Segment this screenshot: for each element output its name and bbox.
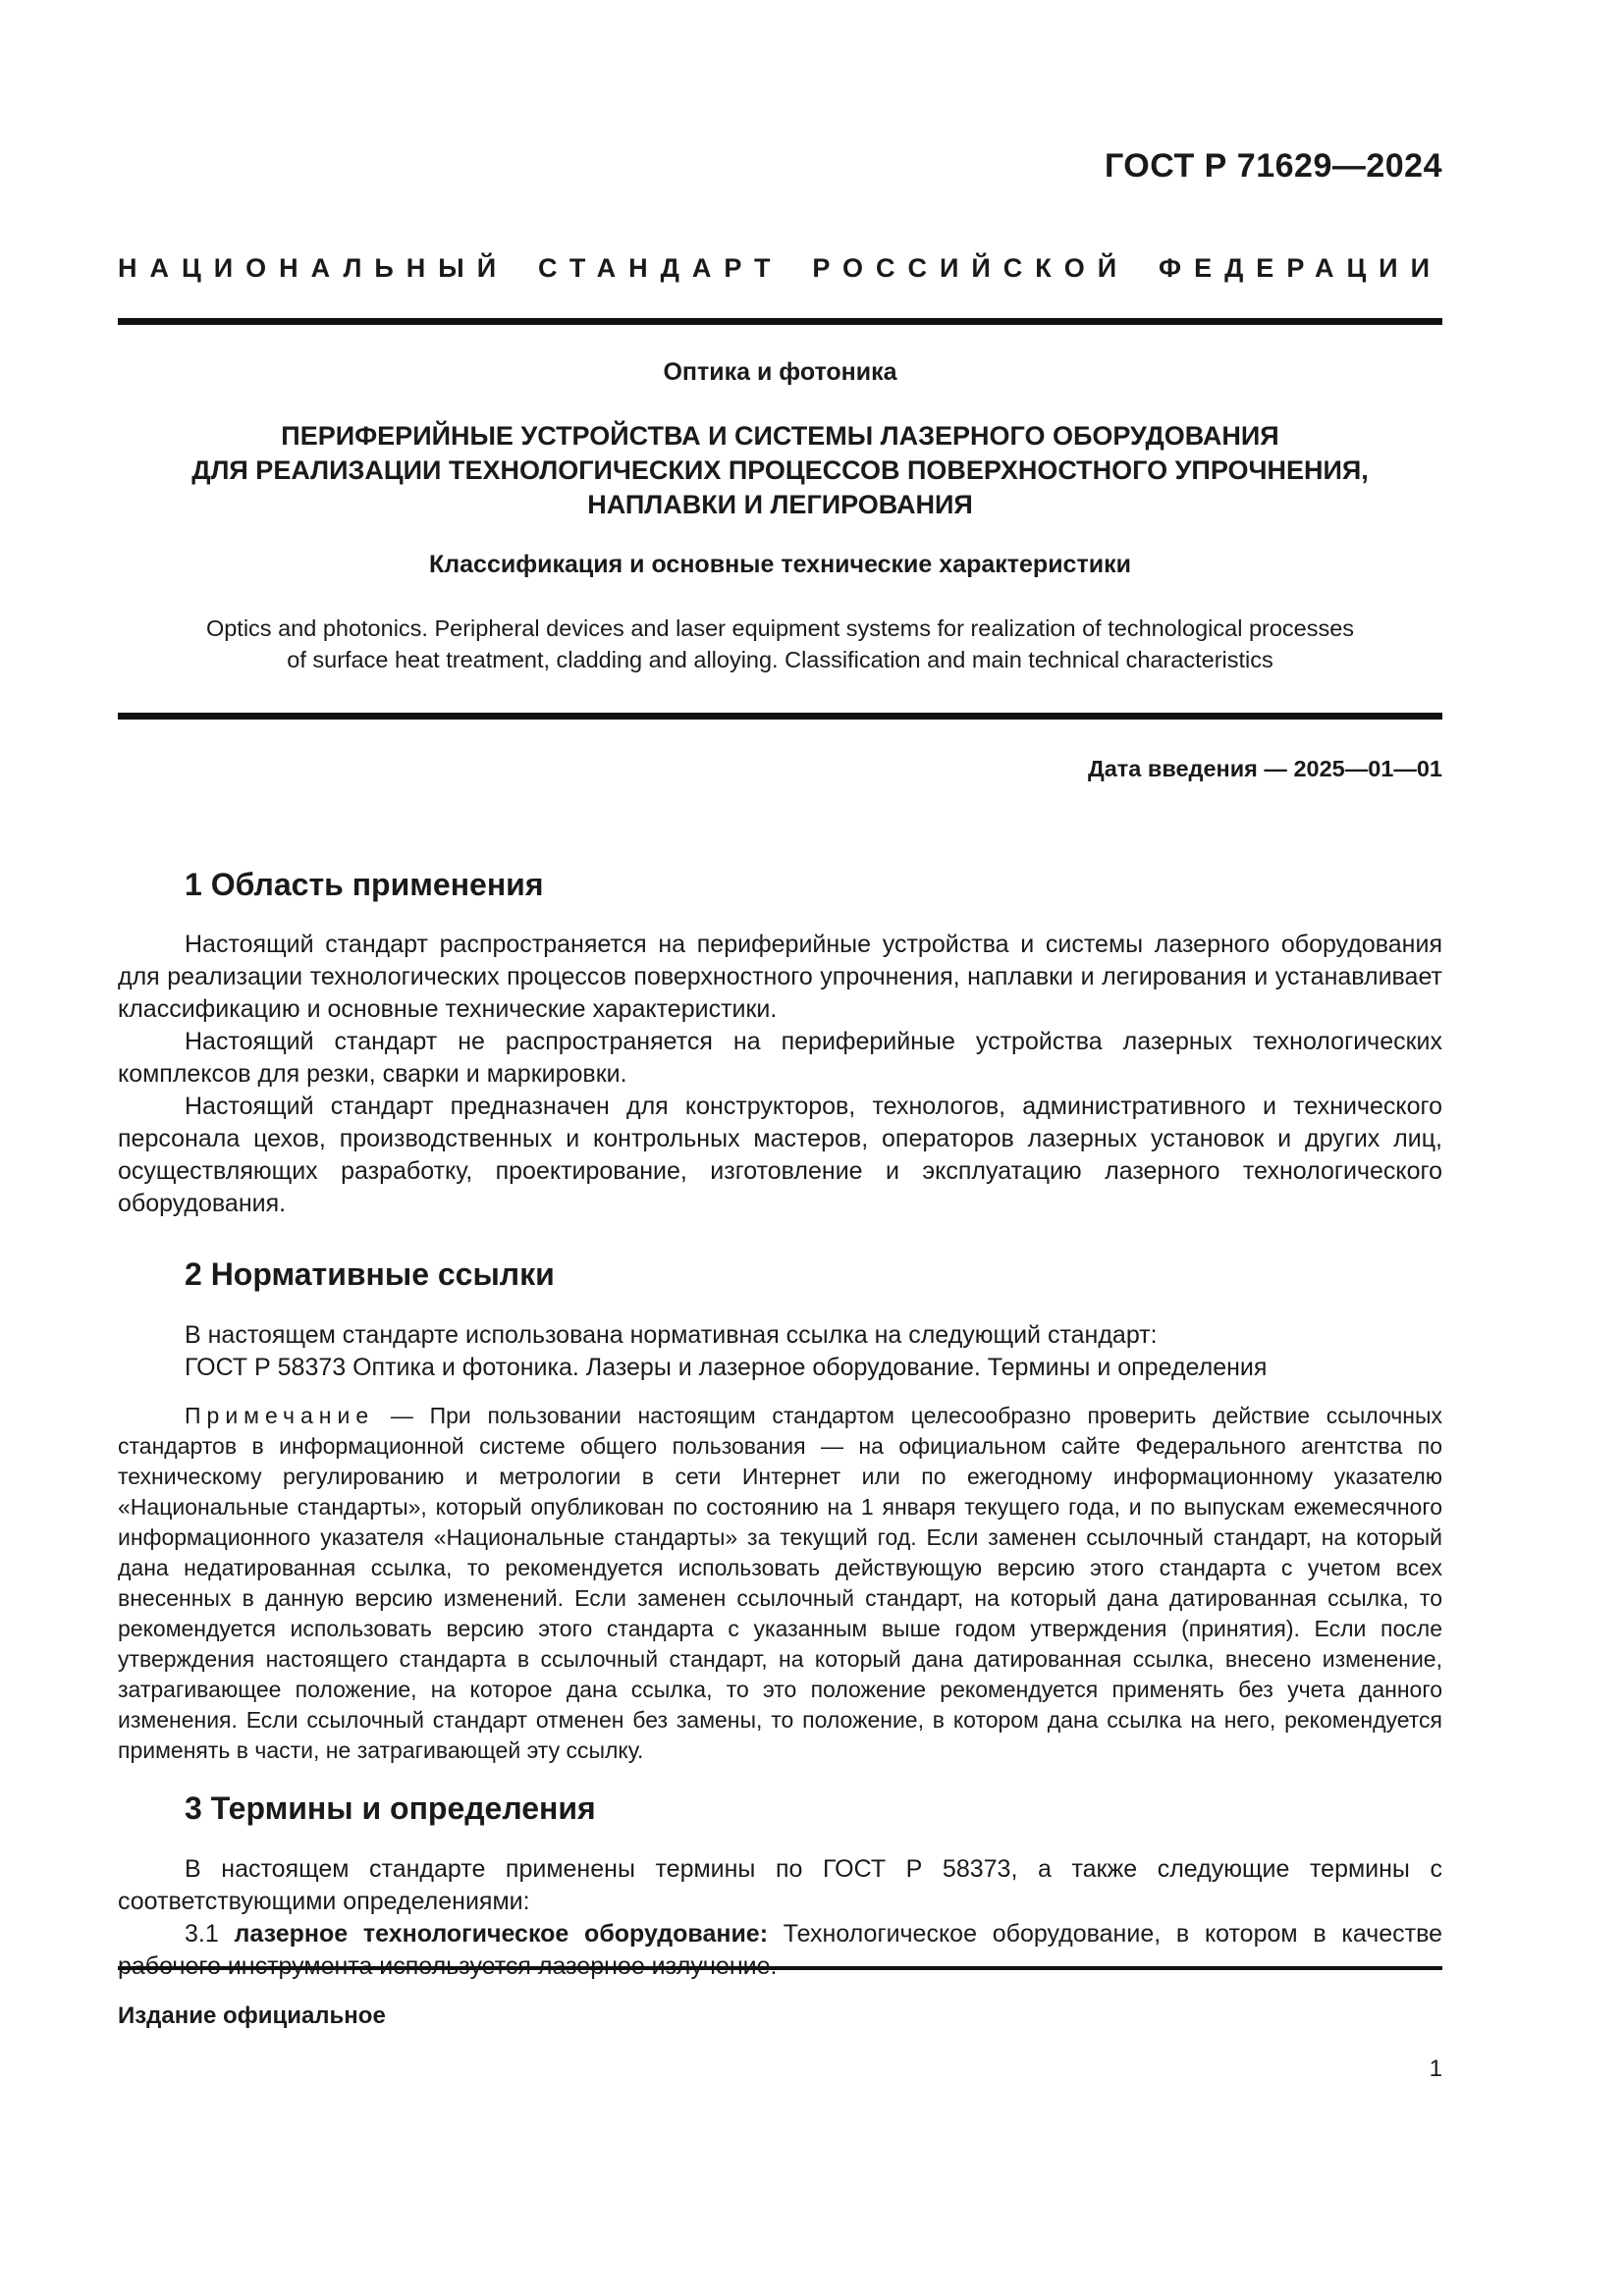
section-3-paragraph-1: В настоящем стандарте применены термины по ГОСТ Р 58373, а также следующие термины с соответствующими определениями: xyxy=(118,1855,1442,1915)
national-standard-banner: НАЦИОНАЛЬНЫЙ СТАНДАРТ РОССИЙСКОЙ ФЕДЕРАЦИИ xyxy=(118,253,1442,283)
standard-number: ГОСТ Р 71629—2024 xyxy=(1104,147,1442,185)
section-2-reference: ГОСТ Р 58373 Оптика и фотоника. Лазеры и лазерное оборудование. Термины и определения xyxy=(185,1354,1268,1381)
main-title-line: ДЛЯ РЕАЛИЗАЦИИ ТЕХНОЛОГИЧЕСКИХ ПРОЦЕССОВ ПОВЕРХНОСТНОГО УПРОЧНЕНИЯ, xyxy=(191,455,1369,485)
section-1-paragraph-1: Настоящий стандарт распространяется на периферийные устройства и системы лазерного оборудования для реализации технологических процессов поверхностного упрочнения, наплавки и легирования и устанавливает классификацию и основные технические характеристики. xyxy=(118,931,1442,1023)
footer-rule xyxy=(118,1966,1442,1970)
official-edition-label: Издание официальное xyxy=(118,2002,386,2029)
section-heading-2: 2 Нормативные ссылки xyxy=(185,1256,555,1292)
section-3-term-3-1: 3.1 лазерное технологическое оборудование: Технологическое оборудование, в котором в качестве xyxy=(185,1920,1442,1948)
note-label: Примечание xyxy=(185,1403,375,1428)
english-title-line: Optics and photonics. Peripheral devices and laser equipment systems for realization of technological processes xyxy=(205,615,1355,641)
header-rule xyxy=(118,318,1442,325)
section-2-note: Примечание — При пользовании настоящим стандартом целесообразно проверить действие ссылочных стандартов в информационной системе общего пользования — на официальном сайте Федерального агентства по техническому регулированию и метрологии в сети Интернет или по ежегодному информационному указателю «Национальные стандарты», который опубликован по состоянию на 1 января текущего года, и по выпускам ежемесячного информационного указателя «Национальные стандарты» за текущий год. Если заменен ссылочный стандарт, на который дана недатированная ссылка, то рекомендуется использовать действующую версию этого стандарта с учетом всех внесенных в данную версию изменений. Если заменен ссылочный стандарт, на который дана датированная ссылка, то рекомендуется использовать версию этого стандарта с указанным выше годом утверждения (принятия). Если после утверждения настоящего стандарта в ссылочный стандарт, на который дана датированная ссылка, внесено изменение, затрагивающее положение, на которое дана ссылка, то это положение рекомендуется применять без учета данного изменения. Если ссылочный стандарт отменен без замены, то положение, в котором дана ссылка на него, рекомендуется применять в части, не затрагивающей эту ссылку. xyxy=(118,1403,1442,1763)
term-name: лазерное технологическое оборудование: xyxy=(234,1920,769,1948)
standard-field: Оптика и фотоника xyxy=(663,358,897,386)
subtitle: Классификация и основные технические характеристики xyxy=(429,551,1131,578)
main-title-line: НАПЛАВКИ И ЛЕГИРОВАНИЯ xyxy=(587,490,973,519)
introduction-date: Дата введения — 2025—01—01 xyxy=(1087,756,1442,781)
section-2-line-1: В настоящем стандарте использована нормативная ссылка на следующий стандарт: xyxy=(185,1321,1158,1349)
section-heading-3: 3 Термины и определения xyxy=(185,1790,596,1826)
main-title-line: ПЕРИФЕРИЙНЫЕ УСТРОЙСТВА И СИСТЕМЫ ЛАЗЕРНОГО ОБОРУДОВАНИЯ xyxy=(281,421,1279,451)
main-title xyxy=(118,419,1442,522)
title-rule xyxy=(118,713,1442,720)
section-1-paragraph-3: Настоящий стандарт предназначен для конструкторов, технологов, административного и технического персонала цехов, производственных и контрольных мастеров, операторов лазерных установок и других лиц, осуществляющих разработку, проектирование, изготовление и эксплуатацию лазерного технологического оборудования. xyxy=(118,1093,1442,1217)
english-title xyxy=(118,613,1442,675)
section-heading-1: 1 Область применения xyxy=(185,867,544,902)
page-number: 1 xyxy=(1429,2056,1442,2082)
english-title-line: of surface heat treatment, cladding and alloying. Classification and main technical characteristics xyxy=(287,647,1273,672)
section-1-paragraph-2: Настоящий стандарт не распространяется на периферийные устройства лазерных технологических комплексов для резки, сварки и маркировки. xyxy=(118,1028,1442,1088)
